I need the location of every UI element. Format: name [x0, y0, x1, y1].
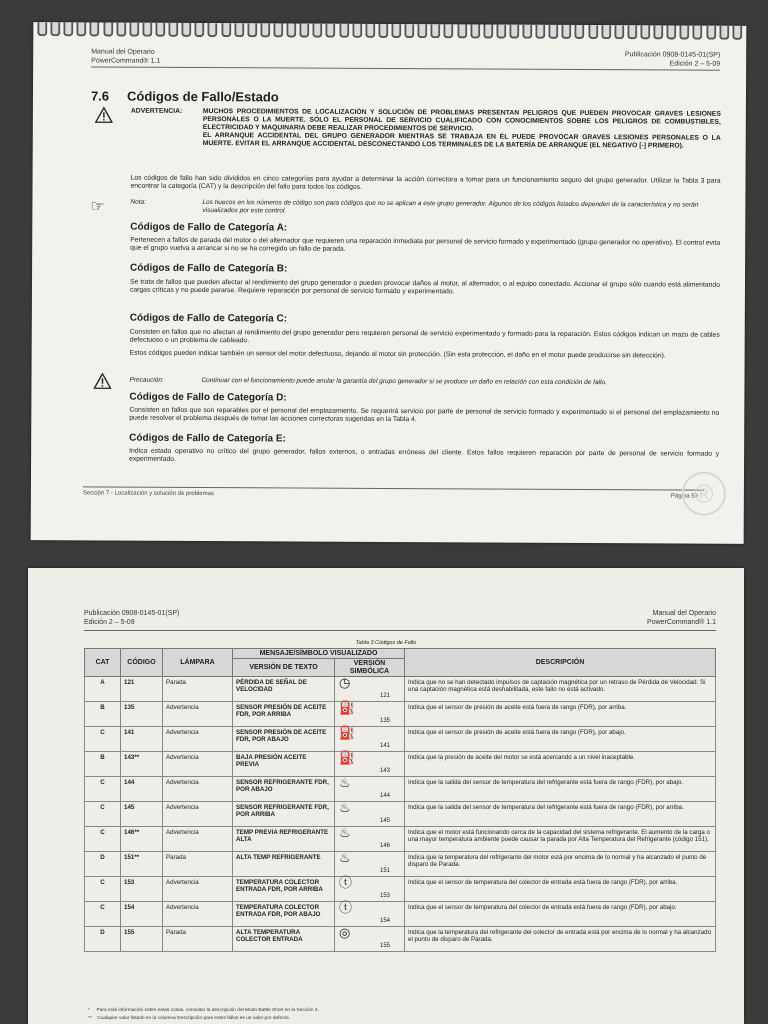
header-description: DESCRIPCIÓN	[405, 649, 716, 677]
symbol-code: 155	[379, 942, 390, 949]
category-c-text-2: Estos códigos pueden indicar también un sensor del motor defectuoso, dejando al motor sin protección. (Sin esta protección, el daño en el motor puede producirse sin detección).	[129, 349, 666, 360]
coolant-temp-up-icon: ♨	[339, 824, 351, 840]
cell-symbol-version	[335, 726, 405, 751]
cell-lamp: Advertencia	[163, 701, 233, 726]
header-symbol-version: VERSIÓN SIMBÓLICA	[335, 659, 405, 677]
spiral-ring	[417, 24, 427, 38]
category-e-heading: Códigos de Fallo de Categoría E:	[129, 432, 286, 445]
cell-description: Indica que la salida del sensor de temperatura del refrigerante está fuera de rango (FDR), por arriba.	[405, 801, 716, 826]
spiral-ring	[116, 23, 126, 37]
footnote-1: * Para más información sobre estas cosas, consultar la descripción del Modo Battle Short en la Sección 4.	[88, 1008, 319, 1013]
spiral-ring	[247, 23, 257, 37]
symbol-code: 144	[379, 792, 390, 799]
symbol-code: 141	[379, 742, 390, 749]
coolant-temp-icon: ♨	[339, 774, 351, 790]
warning-paragraph-2: EL ARRANQUE ACCIDENTAL DEL GRUPO GENERADOR MIENTRAS SE TRABAJA EN ÉL PUEDE PROVOCAR GRAVES LESIONES PERSONALES O LA MUERTE. EVITAR EL ARRANQUE ACCIDENTAL DESCONECTANDO LOS TERMINALES DE LA BATERÍA DE ARRANQUE (EL NEGATIVO [-] PRIMERO).	[202, 132, 721, 150]
cell-text-version: SENSOR PRESIÓN DE ACEITE FDR, POR ABAJO	[233, 726, 335, 751]
spiral-ring	[509, 25, 519, 39]
caution-block	[129, 377, 719, 388]
spiral-ring	[352, 24, 362, 38]
cell-symbol-version	[335, 676, 405, 701]
category-d-heading: Códigos de Fallo de Categoría D:	[129, 391, 287, 404]
footnote-2-text: Cualquier valor listado en la columna Descripción para estos fallos es un valor por defecto.	[97, 1016, 290, 1021]
cell-description: Indica que el sensor de temperatura del colector de entrada está fuera de rango (FDR), por abajo.	[405, 901, 716, 926]
cell-cat: D	[85, 926, 121, 951]
header-manual: Manual del Operario	[91, 48, 155, 56]
cell-code: 135	[121, 701, 163, 726]
warning-paragraph-1: MUCHOS PROCEDIMIENTOS DE LOCALIZACIÓN Y SOLUCIÓN DE PROBLEMAS PRESENTAN PELIGROS QUE PUEDEN PROVOCAR GRAVES LESIONES PERSONALES O LA MUERTE. SÓLO EL PERSONAL DE SERVICIO CUALIFICADO CON CONOCIMIENTOS SOBRE LOS PELIGROS DE COMBUSTIBLES, ELECTRICIDAD Y MAQUINARIA DEBE REALIZAR PROCEDIMIENTOS DE SERVICIO.	[202, 108, 721, 133]
cell-symbol-version	[335, 876, 405, 901]
category-c-heading: Códigos de Fallo de Categoría C:	[129, 312, 288, 325]
spiral-ring	[37, 22, 47, 36]
symbol-code: 153	[379, 892, 390, 899]
cell-code: 153	[121, 876, 163, 901]
footnote-1-text: Para más información sobre estas cosas, consultar la descripción del Modo Battle Short en la Sección 4.	[96, 1008, 319, 1013]
note-label: Nota:	[130, 198, 146, 206]
header-message: MENSAJE/SÍMBOLO VISUALIZADO	[233, 649, 405, 659]
spiral-ring	[431, 24, 441, 38]
cell-text-version: SENSOR REFRIGERANTE FDR, POR ABAJO	[233, 776, 335, 801]
symbol-code: 121	[379, 692, 390, 699]
spiral-ring	[181, 23, 191, 37]
cell-text-version: PÉRDIDA DE SEÑAL DE VELOCIDAD	[233, 676, 335, 701]
table-row	[85, 751, 716, 776]
speed-icon: ◷	[339, 674, 351, 690]
spiral-ring	[299, 24, 309, 38]
spiral-binding	[37, 22, 742, 40]
manual-page-59	[31, 22, 747, 544]
symbol-code: 135	[379, 717, 390, 724]
cell-code: 154	[121, 901, 163, 926]
category-a-text: Pertenecen a fallos de parada del motor o del alternador que requieren una reparación inmediata por personal de servicio formado y experimentado (grupo generador no operativo). El control evita que el grupo vuelva a arrancar si no se ha corregido un fallo de parada.	[130, 236, 721, 253]
cell-lamp: Advertencia	[163, 776, 233, 801]
cell-text-version: SENSOR REFRIGERANTE FDR, POR ARRIBA	[233, 801, 335, 826]
cell-code: 121	[121, 676, 163, 701]
spiral-ring	[640, 25, 650, 39]
cell-cat: B	[85, 701, 121, 726]
spiral-ring	[195, 23, 205, 37]
spiral-ring	[457, 24, 467, 38]
spiral-ring	[719, 26, 729, 40]
cell-code: 141	[121, 726, 163, 751]
spiral-ring	[444, 24, 454, 38]
cell-cat: C	[85, 776, 121, 801]
footer-page-number: Página 59	[670, 493, 698, 500]
pointing-hand-icon: ☞	[90, 198, 105, 216]
cell-text-version: SENSOR PRESIÓN DE ACEITE FDR, POR ARRIBA	[233, 701, 335, 726]
header-product: PowerCommand® 1.1	[647, 618, 716, 626]
category-b-text: Se trata de fallos que pueden afectar al rendimiento del grupo generador o pueden provocar daños al motor, al alternador, o al equipo conectado. Accionar el grupo sólo cuando está alimentando cargas críticas y no puede pararse. Requiere reparación por personal de servicio formado y experimentado.	[129, 278, 721, 296]
cell-code: 146**	[121, 826, 163, 851]
spiral-ring	[391, 24, 401, 38]
header-right	[647, 610, 716, 627]
intro-paragraph: Los códigos de fallo han sido divididos en cinco categorías para ayudar a determinar la acción correctora a tomar para un funcionamiento seguro del grupo generador. Utilizar la Tabla 3 para encontrar la categoría (CAT) y la descripción del fallo para todos los códigos.	[130, 174, 721, 192]
thermometer-icon: ⓣ	[339, 899, 353, 915]
cell-cat: D	[85, 851, 121, 876]
table-row	[85, 801, 716, 826]
header-left	[84, 610, 179, 627]
spiral-ring	[549, 25, 559, 39]
table-row	[85, 776, 716, 801]
registered-watermark-icon: ®	[682, 472, 726, 516]
fault-codes-table	[84, 648, 716, 952]
cell-symbol-version	[335, 851, 405, 876]
cell-text-version: ALTA TEMPERATURA COLECTOR ENTRADA	[233, 926, 335, 951]
cell-cat: C	[85, 876, 121, 901]
spiral-ring	[273, 23, 283, 37]
symbol-code: 151	[379, 867, 390, 874]
oil-can-icon: ⛽	[339, 724, 356, 740]
spiral-ring	[77, 22, 87, 36]
symbol-code: 143	[379, 767, 390, 774]
table-caption: Tabla 3 Códigos de Fallo	[355, 640, 417, 646]
spiral-ring	[378, 24, 388, 38]
spiral-ring	[103, 23, 113, 37]
category-e-text: Indica estado operativo no crítico del grupo generador, fallos externos, o entradas erróneas del cliente. Estos fallos requieren reparación por parte de personal de servicio formado y experimentado.	[129, 447, 720, 464]
spiral-ring	[155, 23, 165, 37]
spiral-ring	[221, 23, 231, 37]
spiral-ring	[142, 23, 152, 37]
spiral-ring	[483, 24, 493, 38]
cell-lamp: Parada	[163, 851, 233, 876]
table-row	[85, 701, 716, 726]
table-row	[85, 726, 716, 751]
thermometer-icon: ⓣ	[339, 874, 353, 890]
spiral-ring	[627, 25, 637, 39]
table-row	[85, 676, 716, 701]
table-row	[85, 901, 716, 926]
coolant-temp-up-icon: ♨	[339, 849, 351, 865]
cell-description: Indica que el sensor de presión de aceite está fuera de rango (FDR), por arriba.	[405, 701, 716, 726]
cell-description: Indica que la salida del sensor de temperatura del refrigerante está fuera de rango (FDR), por abajo.	[405, 776, 716, 801]
cell-symbol-version	[335, 901, 405, 926]
cell-code: 151**	[121, 851, 163, 876]
cell-lamp: Parada	[163, 676, 233, 701]
cell-lamp: Advertencia	[163, 751, 233, 776]
symbol-code: 146	[379, 842, 390, 849]
manual-page-60	[28, 568, 744, 1024]
warning-triangle-icon	[95, 106, 113, 123]
header-lamp: LÁMPARA	[163, 649, 233, 677]
cell-lamp: Advertencia	[163, 826, 233, 851]
category-d-text: Consisten en fallos que son reparables por el personal del emplazamiento. Se requerirá servicio por parte de personal de servicio formado y experimentado si el personal del emplazamiento no puede resolver el problema después de tomar las acciones correctoras sugeridas en la Tabla 4.	[129, 406, 720, 424]
cell-code: 144	[121, 776, 163, 801]
header-edition: Edición 2 – 5-09	[669, 59, 721, 68]
cell-lamp: Advertencia	[163, 901, 233, 926]
header-code: CÓDIGO	[121, 649, 163, 677]
header-edition: Edición 2 – 5-09	[84, 618, 135, 626]
cell-cat: C	[85, 826, 121, 851]
caution-label: Precaución:	[129, 376, 164, 384]
cell-lamp: Advertencia	[163, 726, 233, 751]
header-publication: Publicación 0908-0145-01(SP)	[624, 51, 721, 59]
spiral-ring	[535, 25, 545, 39]
header-product: PowerCommand® 1.1	[91, 56, 161, 65]
spiral-ring	[64, 22, 74, 36]
spiral-ring	[588, 25, 598, 39]
spiral-ring	[234, 23, 244, 37]
warning-label: ADVERTENCIA:	[130, 107, 183, 115]
caution-text: Continuar con el funcionamiento puede anular la garantía del grupo generador si se produce un daño en relación con esta condición de fallo.	[201, 377, 607, 387]
coolant-temp-icon: ♨	[339, 799, 351, 815]
symbol-code: 154	[379, 917, 390, 924]
spiral-ring	[653, 25, 663, 39]
spiral-ring	[260, 23, 270, 37]
header-manual: Manual del Operario	[652, 610, 716, 617]
spiral-ring	[129, 23, 139, 37]
cell-symbol-version	[335, 926, 405, 951]
manifold-temp-icon: ◎	[339, 924, 351, 940]
spiral-ring	[168, 23, 178, 37]
oil-can-icon: ⛽	[339, 699, 356, 715]
table-row	[85, 926, 716, 951]
spiral-ring	[562, 25, 572, 39]
spiral-ring	[339, 24, 349, 38]
footnote-2: ** Cualquier valor listado en la columna Descripción para estos fallos es un valor por defecto.	[88, 1016, 290, 1021]
table-row	[85, 826, 716, 851]
spiral-ring	[286, 23, 296, 37]
cell-description: Indica que la presión de aceite del motor se está acercando a un nivel inaceptable.	[405, 751, 716, 776]
note-text: Los huecos en los números de código son para códigos que no se aplican a este grupo generador. Algunos de los códigos listados dependen de la característica y no serán visualizados por este control.	[202, 199, 699, 215]
cell-description: Indica que el sensor de presión de aceite está fuera de rango (FDR), por abajo.	[405, 726, 716, 751]
header-text-version: VERSIÓN DE TEXTO	[233, 659, 335, 677]
spiral-ring	[680, 26, 690, 40]
spiral-ring	[693, 26, 703, 40]
spiral-ring	[522, 25, 532, 39]
section-title	[91, 88, 297, 104]
section-title-text: Códigos de Fallo/Estado	[127, 88, 279, 105]
caution-triangle-icon	[93, 372, 111, 389]
spiral-ring	[326, 24, 336, 38]
spiral-ring	[50, 22, 60, 36]
table-row	[85, 876, 716, 901]
cell-text-version: ALTA TEMP REFRIGERANTE	[233, 851, 335, 876]
cell-symbol-version	[335, 751, 405, 776]
spiral-ring	[706, 26, 716, 40]
spiral-ring	[496, 25, 506, 39]
spiral-ring	[208, 23, 218, 37]
spiral-ring	[575, 25, 585, 39]
cell-text-version: TEMPERATURA COLECTOR ENTRADA FDR, POR ABAJO	[233, 901, 335, 926]
category-a-heading: Códigos de Fallo de Categoría A:	[130, 221, 288, 234]
category-c-text: Consisten en fallos que no afectan al rendimiento del grupo generador pero requieren personal de servicio experimentado y formado para la reparación. Estos códigos indican un mazo de cables defectuoso o un problema de cableado.	[129, 328, 720, 345]
cell-code: 143**	[121, 751, 163, 776]
oil-can-down-icon: ⛽	[339, 749, 356, 765]
section-number: 7.6	[90, 88, 110, 104]
cell-description: Indica que la temperatura del refrigerante del motor está por encima de lo normal y ha alcanzado el punto de disparo de Parada.	[405, 851, 716, 876]
cell-symbol-version	[335, 776, 405, 801]
cell-lamp: Advertencia	[163, 801, 233, 826]
cell-code: 155	[121, 926, 163, 951]
cell-text-version: BAJA PRESIÓN ACEITE PREVIA	[233, 751, 335, 776]
header-rule	[84, 630, 716, 631]
cell-description: Indica que no se han detectado impulsos de captación magnética por un retraso de Pérdida de Velocidad. Si una captación magnética está deshabilitada, este fallo no está activado.	[405, 676, 716, 701]
table-row	[85, 851, 716, 876]
cell-code: 145	[121, 801, 163, 826]
spiral-ring	[601, 25, 611, 39]
cell-symbol-version	[335, 801, 405, 826]
header-cat: CAT	[85, 649, 121, 677]
spiral-ring	[732, 26, 742, 40]
cell-cat: A	[85, 676, 121, 701]
warning-text	[203, 108, 721, 151]
cell-text-version: TEMP PREVIA REFRIGERANTE ALTA	[233, 826, 335, 851]
spiral-ring	[470, 24, 480, 38]
note-block	[130, 199, 720, 218]
cell-symbol-version	[335, 826, 405, 851]
cell-cat: C	[85, 901, 121, 926]
symbol-code: 145	[379, 817, 390, 824]
cell-lamp: Advertencia	[163, 876, 233, 901]
cell-description: Indica que el motor está funcionando cerca de la capacidad del sistema refrigerante. El aumento de la carga o una mayor temperatura ambiente puede causar la parada por Alta Temperatura del Refrigerante (código 151).	[405, 826, 716, 851]
header-publication: Publicación 0908-0145-01(SP)	[84, 610, 180, 617]
header-left	[91, 48, 160, 65]
spiral-ring	[365, 24, 375, 38]
cell-description: Indica que el sensor de temperatura del colector de entrada está fuera de rango (FDR), por arriba.	[405, 876, 716, 901]
cell-cat: C	[85, 726, 121, 751]
category-b-heading: Códigos de Fallo de Categoría B:	[130, 262, 288, 275]
spiral-ring	[313, 24, 323, 38]
header-right	[625, 51, 720, 68]
spiral-ring	[614, 25, 624, 39]
warning-block	[131, 108, 721, 152]
footer-section: Sección 7 - Localización y solución de problemas	[82, 490, 214, 498]
cell-symbol-version	[335, 701, 405, 726]
spiral-ring	[667, 25, 677, 39]
cell-cat: C	[85, 801, 121, 826]
spiral-ring	[404, 24, 414, 38]
cell-description: Indica que la temperatura del refrigerante del colector de entrada está por encima de lo normal y ha alcanzado el punto de disparo de Parada.	[405, 926, 716, 951]
cell-cat: B	[85, 751, 121, 776]
cell-text-version: TEMPERATURA COLECTOR ENTRADA FDR, POR ARRIBA	[233, 876, 335, 901]
cell-lamp: Parada	[163, 926, 233, 951]
spiral-ring	[90, 22, 100, 36]
